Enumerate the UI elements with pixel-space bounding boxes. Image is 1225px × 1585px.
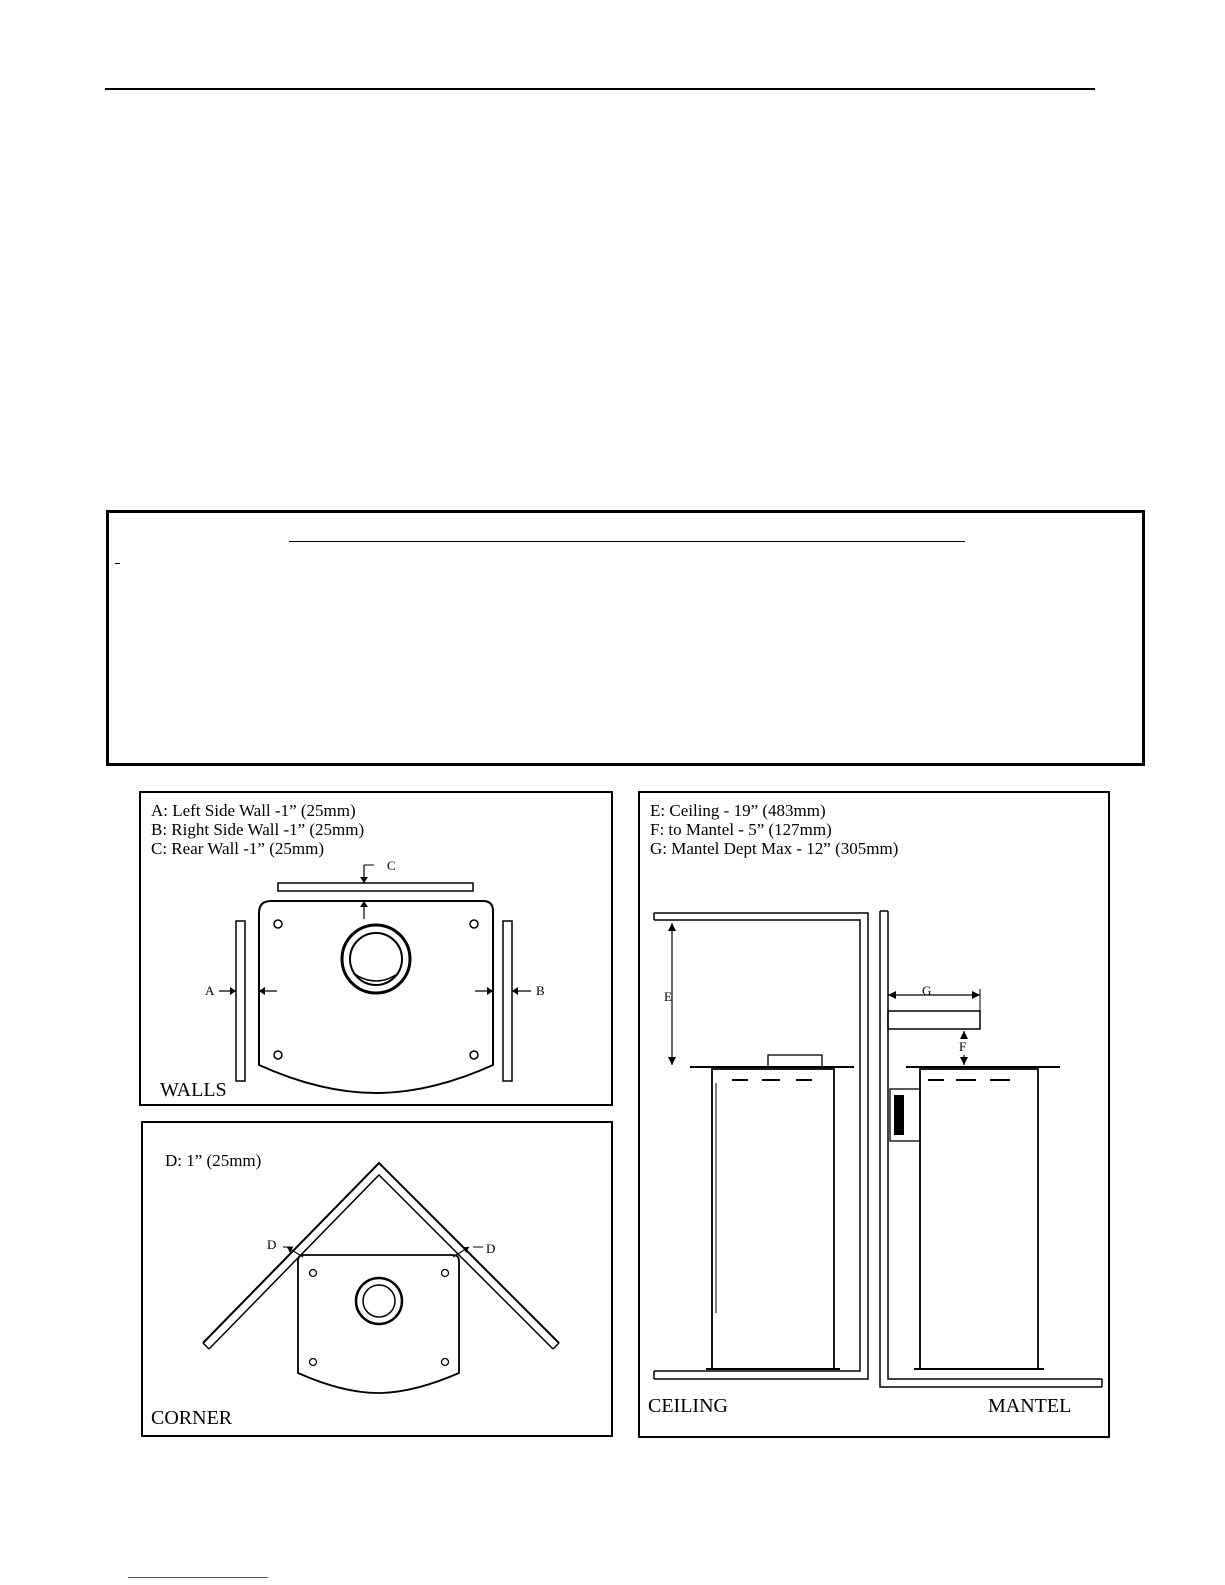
line-f: F: to Mantel - 5” (127mm) [650,820,832,839]
foot-hole [274,1051,282,1059]
label-d-right: D [486,1241,496,1256]
right-wall [503,921,512,1081]
corner-caption: CORNER [151,1407,233,1429]
walls-diagram [141,793,611,1104]
flue-inner [350,933,402,985]
top-rule [105,88,1095,90]
corner-line-d: D: 1” (25mm) [165,1151,262,1170]
stove-outline [259,901,493,1093]
line-g: G: Mantel Dept Max - 12” (305mm) [650,839,899,858]
corner-diagram [143,1123,611,1435]
foot-hole [274,920,282,928]
label-a: A [205,983,215,998]
ceiling-caption: CEILING [648,1395,728,1417]
label-e: E [664,989,672,1004]
label-f: F [959,1039,967,1054]
ceiling-mantel-panel [638,791,1110,1438]
foot-hole [470,920,478,928]
walls-line-a: A: Left Side Wall -1” (25mm) [151,801,356,820]
walls-line-b: B: Right Side Wall -1” (25mm) [151,820,365,839]
left-wall [236,921,245,1081]
notice-title-underline [289,541,965,542]
corner-panel [141,1121,613,1437]
mantel-caption: MANTEL [988,1395,1072,1417]
rear-wall [278,883,473,891]
walls-line-c: C: Rear Wall -1” (25mm) [151,839,324,858]
walls-panel [139,791,613,1106]
notice-mark [115,563,120,564]
flue-collar [342,925,410,993]
walls-caption: WALLS [160,1079,227,1101]
label-c: C [387,858,396,873]
label-g: G [922,983,932,998]
ceiling-mantel-diagram [640,793,1108,1436]
footer-link-underline[interactable] [128,1577,268,1578]
line-e: E: Ceiling - 19” (483mm) [650,801,826,820]
label-b: B [536,983,545,998]
notice-box [106,510,1145,766]
label-d-left: D [267,1237,277,1252]
foot-hole [470,1051,478,1059]
